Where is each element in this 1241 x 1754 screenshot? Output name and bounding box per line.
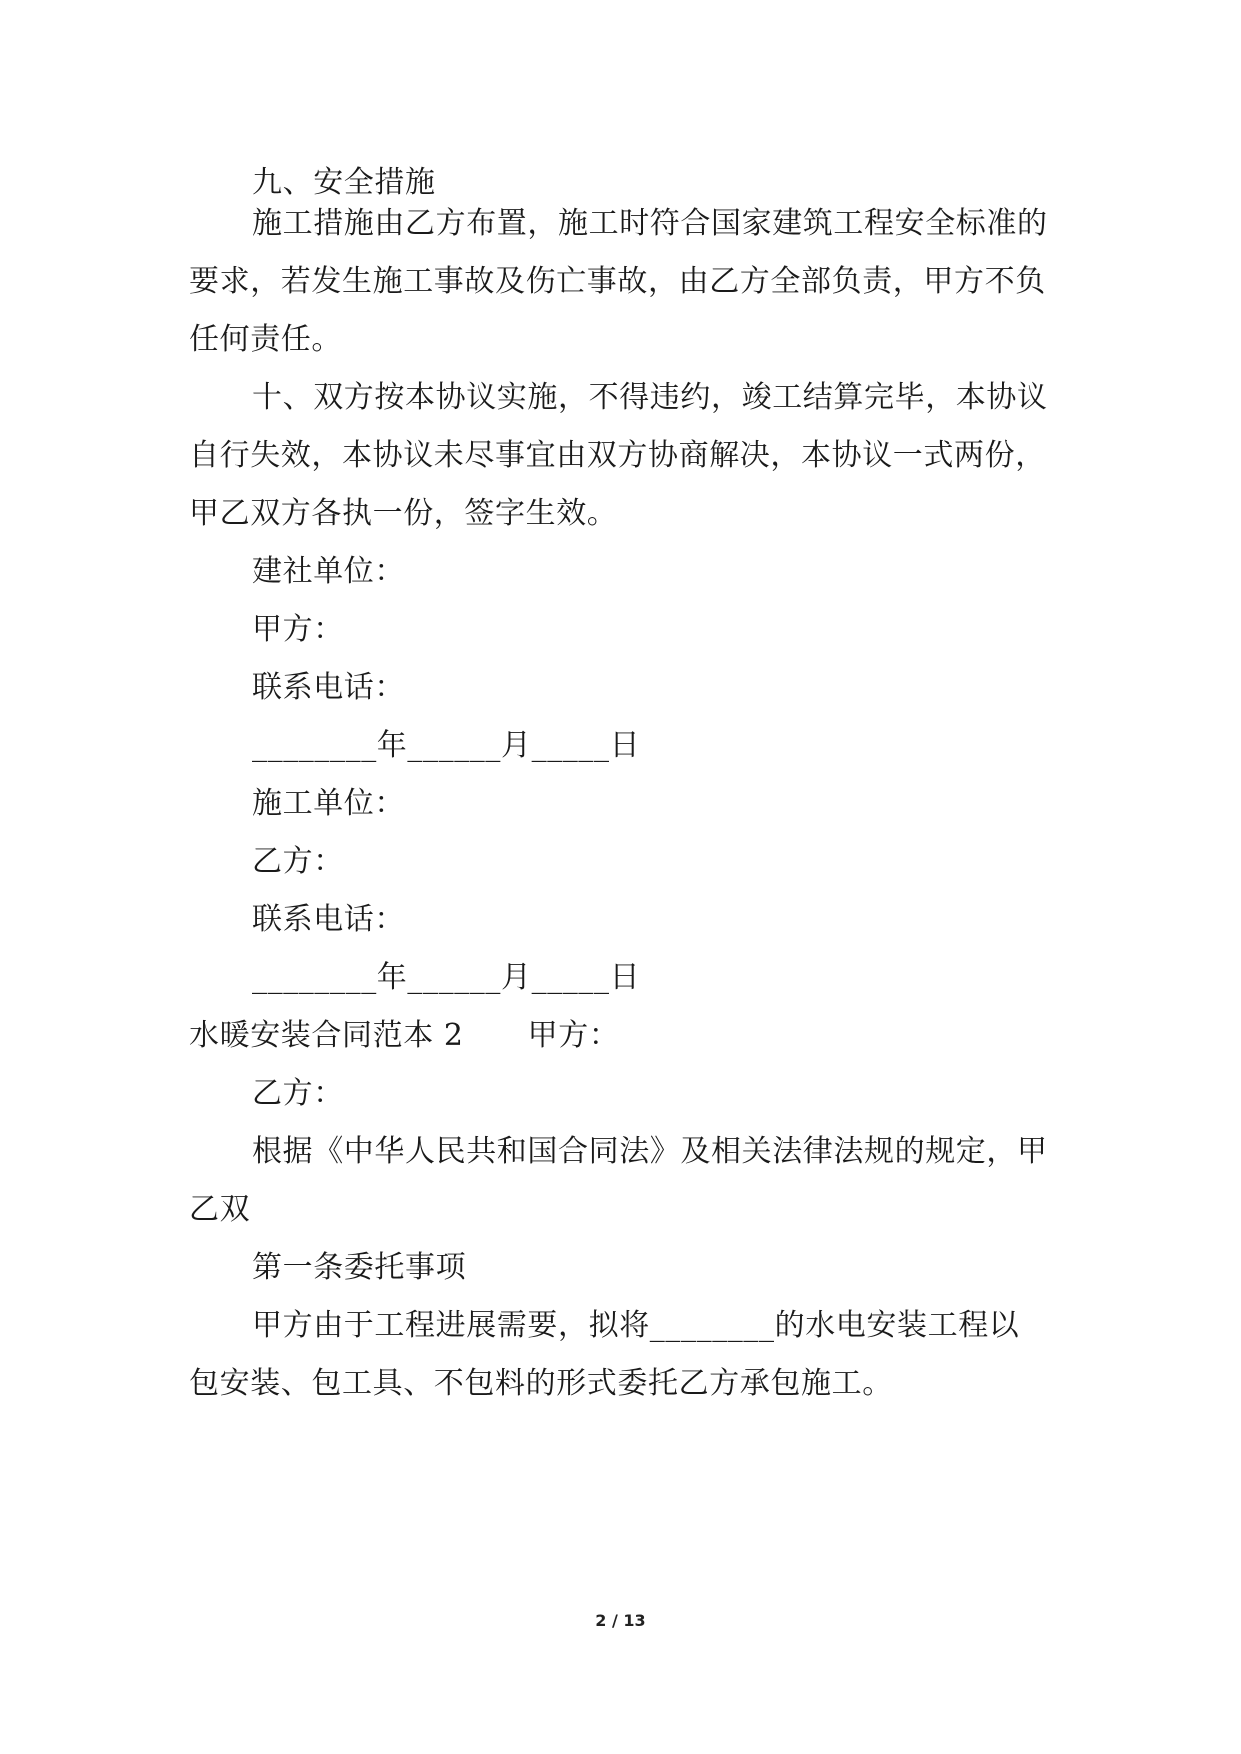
date-blank: ________年______月_____日 (252, 728, 641, 763)
construction-unit-label: 建社单位： (252, 554, 405, 589)
date-blank: ________年______月_____日 (252, 960, 641, 995)
paragraph-line: 十、双方按本协议实施，不得违约，竣工结算完毕，本协议 (252, 380, 1048, 415)
paragraph-line: 乙双 (189, 1192, 251, 1227)
contract-2-title-line (189, 1016, 619, 1056)
paragraph-line: 要求，若发生施工事故及伤亡事故，由乙方全部负责，甲方不负 (189, 264, 1046, 299)
paragraph-line: 甲乙双方各执一份，签字生效。 (189, 496, 618, 531)
party-a-label: 甲方： (527, 1018, 620, 1053)
paragraph-line: 甲方由于工程进展需要，拟将________的水电安装工程以 (252, 1308, 1020, 1343)
paragraph-line: 任何责任。 (189, 322, 342, 357)
paragraph-line: 包安装、包工具、不包料的形式委托乙方承包施工。 (189, 1366, 893, 1401)
party-a-label: 甲方： (252, 612, 344, 647)
phone-label: 联系电话： (252, 902, 405, 937)
phone-label: 联系电话： (252, 670, 405, 705)
page-number: 2 / 13 (595, 1611, 646, 1630)
article-1-heading: 第一条委托事项 (252, 1250, 467, 1285)
paragraph-line: 施工措施由乙方布置，施工时符合国家建筑工程安全标准的 (252, 206, 1048, 241)
party-b-label: 乙方： (252, 844, 344, 879)
contract-title: 水暖安装合同范本 2 (189, 1018, 464, 1053)
party-b-label: 乙方： (252, 1076, 344, 1111)
paragraph-line: 自行失效，本协议未尽事宜由双方协商解决，本协议一式两份， (189, 438, 1046, 473)
paragraph-line: 根据《中华人民共和国合同法》及相关法律法规的规定，甲 (252, 1134, 1048, 1169)
section-9-heading: 九、安全措施 (252, 165, 436, 200)
builder-unit-label: 施工单位： (252, 786, 405, 821)
